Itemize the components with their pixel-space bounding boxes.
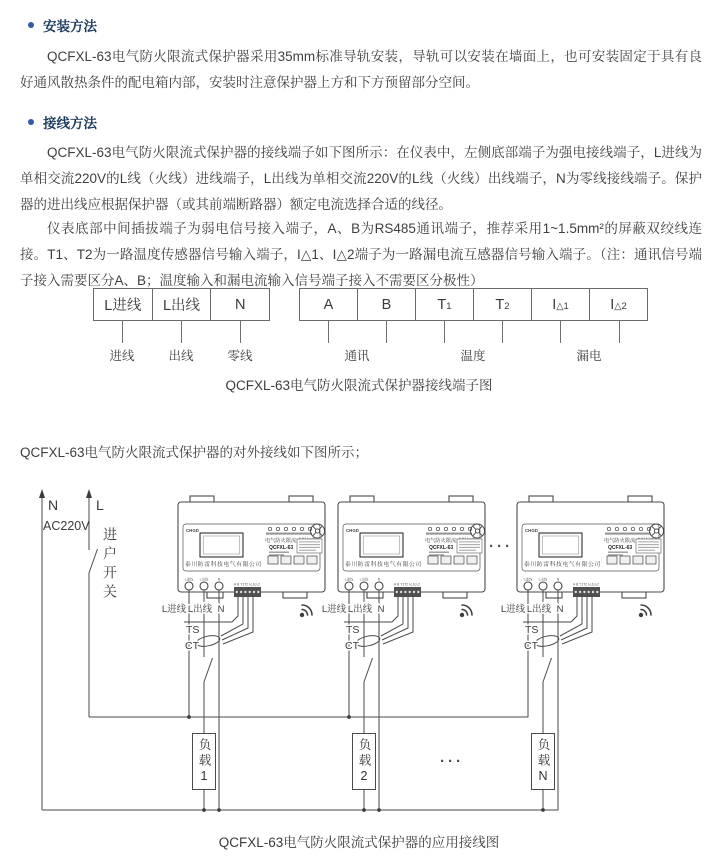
terminal-cell-id1: I △1 bbox=[531, 289, 589, 320]
live-label: L bbox=[96, 497, 104, 513]
application-wiring-diagram bbox=[0, 485, 718, 825]
label-in-line: 进线 bbox=[109, 349, 135, 363]
tick-line bbox=[502, 321, 503, 343]
label-zero-line: 零线 bbox=[227, 349, 253, 363]
tick-line bbox=[619, 321, 620, 343]
terminal-cell-l-in: L进线 bbox=[104, 298, 142, 314]
terminal-cell-l-out: L出线 bbox=[152, 289, 211, 320]
load-box-1: 负载1 bbox=[192, 733, 216, 790]
loads-ellipsis: ··· bbox=[440, 753, 464, 770]
tick-line bbox=[181, 321, 182, 343]
power-terminal-block bbox=[93, 288, 270, 321]
tick-line bbox=[444, 321, 445, 343]
wiring-heading-text: 接线方法 bbox=[43, 116, 97, 131]
entry-switch-blade bbox=[89, 549, 98, 573]
wiring-paragraph-2: 仪表底部中间插拔端子为弱电信号接入端子，A、B为RS485通讯端子，推荐采用1~1.5mm²的屏蔽双绞线连接。T1、T2为一路温度传感器信号输入端子，I△1、I△2端子为一路漏电流互感器信号输入端子。（注：通讯信号端子接入需要区分A、B；温度输入和漏电流输入信号端子接入不需要区分极性） bbox=[20, 221, 702, 288]
neutral-bus bbox=[42, 588, 558, 810]
bullet-icon bbox=[28, 22, 34, 28]
entry-switch-label: 进户开关 bbox=[102, 527, 118, 603]
terminal-cell-a: A bbox=[323, 296, 334, 313]
signal-terminal-block bbox=[299, 288, 648, 321]
label-leak: 漏电 bbox=[576, 349, 602, 363]
devices-ellipsis: ··· bbox=[489, 538, 513, 555]
terminal-cell-n: N bbox=[210, 289, 269, 320]
terminal-cell-t1: T 1 bbox=[415, 289, 473, 320]
neutral-label: N bbox=[48, 497, 59, 513]
install-paragraph: QCFXL-63电气防火限流式保护器采用35mm标准导轨安装，导轨可以安装在墙面上，也可安装固定于具有良好通风散热条件的配电箱内部，安装时注意保护器上方和下方预留部分空间。 bbox=[20, 49, 702, 90]
bullet-icon bbox=[28, 119, 34, 125]
terminal-cell-t2: T 2 bbox=[473, 289, 531, 320]
arrow-up-n bbox=[39, 489, 45, 498]
tick-line bbox=[240, 321, 241, 343]
device-unit-3 bbox=[501, 496, 664, 810]
tick-line bbox=[386, 321, 387, 343]
install-heading-text: 安装方法 bbox=[43, 19, 97, 34]
load-box-2: 负载2 bbox=[352, 733, 376, 790]
label-comm: 通讯 bbox=[344, 349, 370, 363]
terminal-cell-id2: I △2 bbox=[589, 289, 647, 320]
terminal-diagram-caption: QCFXL-63电气防火限流式保护器接线端子图 bbox=[225, 378, 493, 393]
terminal-cell-b: B bbox=[357, 289, 415, 320]
wiring-section-heading bbox=[28, 112, 97, 132]
label-temp: 温度 bbox=[460, 349, 486, 363]
wiring-paragraph-1: QCFXL-63电气防火限流式保护器的接线端子如下图所示：在仪表中，左侧底部端子为强电接线端子，L进线为单相交流220V的L线（火线）进线端子，L出线为单相交流220V的L线（火线）出线端子，N为零线接线端子。保护器的进出线应根据保护器（或其前端断路器）额定电流选择合适的线径。 bbox=[20, 145, 702, 212]
external-wiring-intro: QCFXL-63电气防火限流式保护器的对外接线如下图所示； bbox=[20, 445, 369, 460]
device-unit-1 bbox=[162, 496, 325, 810]
tick-line bbox=[328, 321, 329, 343]
load-box-n: 负载N bbox=[531, 733, 555, 790]
install-section-heading bbox=[28, 15, 97, 35]
label-out-line: 出线 bbox=[168, 349, 194, 363]
application-diagram-caption: QCFXL-63电气防火限流式保护器的应用接线图 bbox=[218, 835, 500, 850]
tick-line bbox=[122, 321, 123, 343]
arrow-up-l bbox=[86, 489, 92, 498]
voltage-label: AC220V bbox=[43, 519, 90, 533]
tick-line bbox=[560, 321, 561, 343]
